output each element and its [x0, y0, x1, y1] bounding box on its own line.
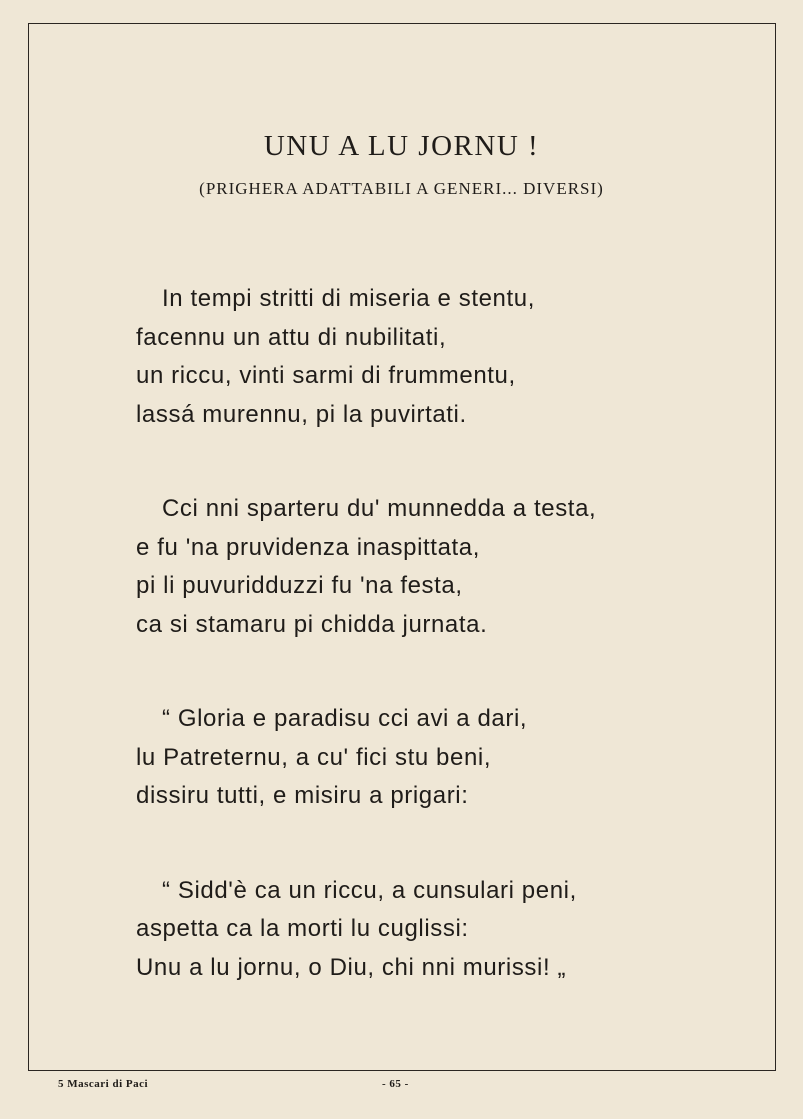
- poem-line: ca si stamaru pi chidda jurnata.: [136, 610, 488, 638]
- poem-line: lassá murennu, pi la puvirtati.: [136, 400, 467, 428]
- book-title-footer: 5 Mascari di Paci: [58, 1078, 149, 1090]
- poem-line: Unu a lu jornu, o Diu, chi nni murissi! „: [136, 953, 567, 981]
- poem-line: aspetta ca la morti lu cuglissi:: [136, 915, 469, 942]
- poem-line: pi li puvuridduzzi fu 'na festa,: [136, 572, 463, 599]
- stanza-1: [136, 280, 716, 434]
- poem-line: Cci nni sparteru du' munnedda a testa,: [162, 495, 597, 522]
- poem-line: e fu 'na pruvidenza inaspittata,: [136, 533, 480, 561]
- poem-line: dissiru tutti, e misiru a prigari:: [136, 782, 469, 809]
- poem-line: In tempi stritti di miseria e stentu,: [162, 285, 535, 312]
- poem-line: un riccu, vinti sarmi di frummentu,: [136, 362, 516, 389]
- stanza-2: [136, 490, 716, 644]
- poem-line: “ Gloria e paradisu cci avi a dari,: [162, 705, 528, 732]
- poem-line: lu Patreternu, a cu' fici stu beni,: [136, 743, 492, 771]
- page-number: - 65 -: [382, 1078, 409, 1090]
- stanza-4: [136, 872, 716, 988]
- poem-body: [136, 280, 716, 1043]
- stanza-3: [136, 700, 716, 816]
- poem-title: UNU A LU JORNU !: [263, 130, 540, 162]
- poem-subtitle: (PRIGHERA ADATTABILI A GENERI... DIVERSI): [199, 179, 604, 198]
- poem-line: “ Sidd'è ca un riccu, a cunsulari peni,: [162, 876, 577, 904]
- poem-line: facennu un attu di nubilitati,: [136, 323, 447, 351]
